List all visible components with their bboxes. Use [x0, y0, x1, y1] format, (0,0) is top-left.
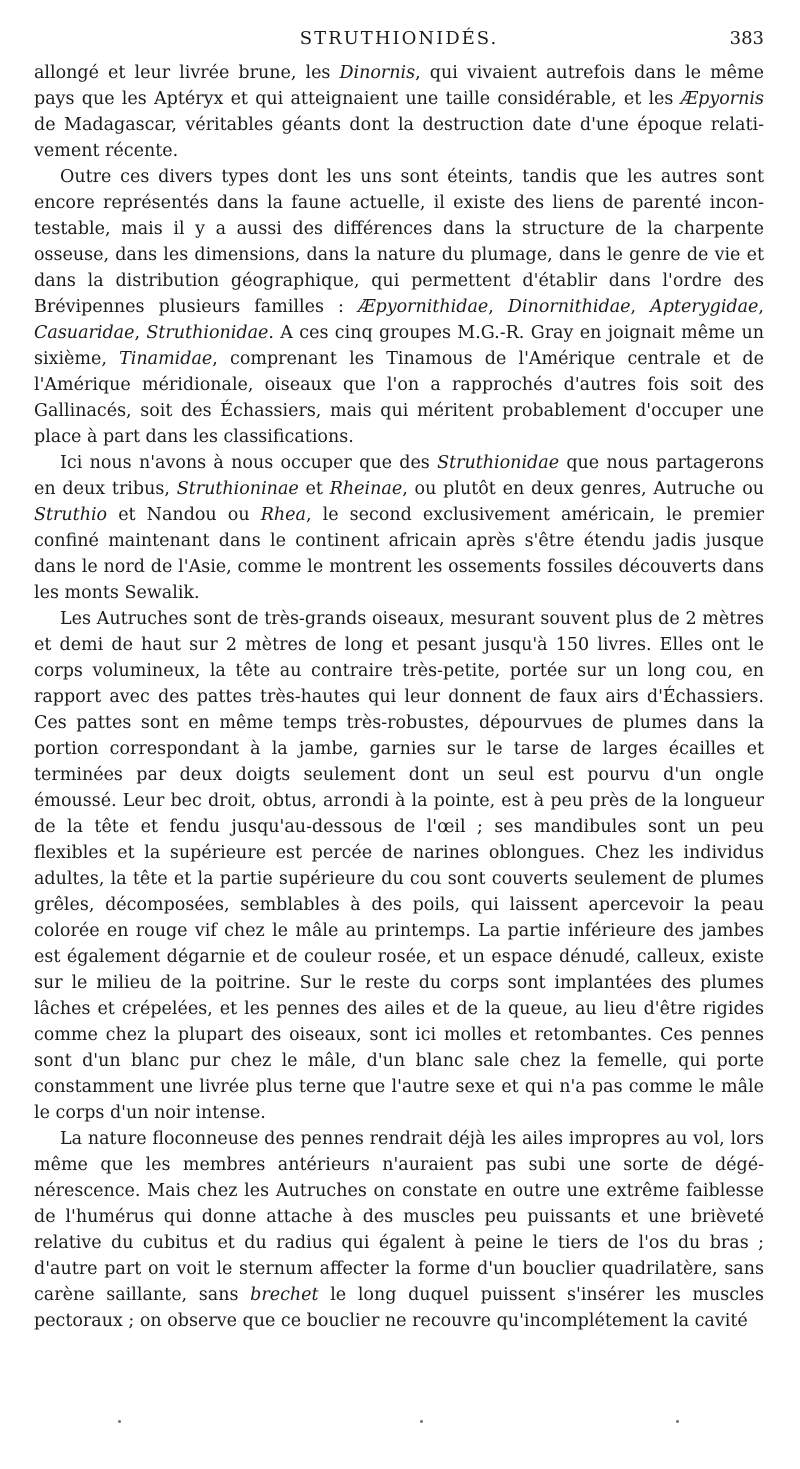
italic-term: Tinamidae — [119, 349, 213, 369]
italic-term: Rhea — [260, 505, 306, 525]
running-head — [34, 24, 764, 54]
text-run: La nature floconneuse des pennes rendrait déjà les ailes impropres au vol, lors même que les membres antérieurs n'auraient pas subi une sorte de dégénérescence. Mais chez les Autruches on constate en outre une extrême faiblesse de l'humérus qui donne attache à des muscles peu puissants et une brièveté relative du cubitus et du radius qui égalent à peine le tiers de l'os du bras ; d'autre part on voit le sternum affecter la forme d'un bouclier quadrilatère, sans carène saillante, sans — [34, 1129, 764, 1305]
text-run: , — [488, 297, 508, 317]
paragraph — [34, 606, 764, 1126]
body-text — [34, 60, 764, 1334]
print-mark — [118, 1420, 121, 1423]
italic-term: Struthionidae — [146, 323, 269, 343]
italic-term: Struthioninae — [176, 479, 299, 499]
paragraph — [34, 164, 764, 450]
italic-term: Struthio — [34, 505, 108, 525]
print-mark — [676, 1420, 679, 1423]
text-run: , — [630, 297, 651, 317]
text-run: le long duquel puissent s'insérer les muscles pectoraux ; on observe que ce bouclier ne recouvre qu'incomplétement la cavité — [34, 1285, 764, 1331]
text-run: et — [298, 479, 330, 499]
running-title: STRUTHIONIDÉS. — [299, 28, 499, 49]
text-run: Ici nous n'avons à nous occuper que des — [60, 453, 438, 473]
text-run: , — [134, 323, 147, 343]
text-run: et Nandou ou — [107, 505, 261, 525]
italic-term: Æpyornithidae — [357, 297, 489, 317]
italic-term: Rheinae — [329, 479, 403, 499]
book-page — [34, 24, 764, 1334]
text-run: , ou plutôt en deux genres, Autruche ou — [402, 479, 765, 499]
text-run: allongé et leur livrée brune, les — [34, 63, 340, 83]
paragraph — [34, 450, 764, 606]
print-mark — [420, 1420, 423, 1423]
italic-term: Dinornithidae — [507, 297, 631, 317]
page-number: 383 — [729, 28, 764, 49]
italic-term: Apterygidae — [650, 297, 759, 317]
footer-marks — [0, 1420, 800, 1440]
text-run: , qui vivaient autrefois dans le même pays que les Aptéryx et qui atteignaient une taille considérable, et les — [34, 63, 764, 109]
text-run: , comprenant les Tinamous de l'Amérique centrale et de l'Amérique méridionale, oiseaux que l'on a rapprochés d'autres fois soit des Gallinacés, soit des Échassiers, mais qui méritent probablement d'occuper une place à part dans les classifications. — [34, 349, 764, 447]
text-run: Outre ces divers types dont les uns sont éteints, tandis que les autres sont encore représentés dans la faune actuelle, il existe des liens de parenté incontestable, mais il y a aussi des différences dans la structure de la charpente osseuse, dans les dimensions, dans la nature du plumage, dans le genre de vie et dans la distribution géographique, qui permettent d'établir dans l'ordre des Brévipennes plusieurs familles : — [34, 167, 764, 317]
text-run: Les Autruches sont de très-grands oiseaux, mesurant souvent plus de 2 mètres et demi de haut sur 2 mètres de long et pesant jusqu'à 150 livres. Elles ont le corps volumineux, la tête au contraire très-petite, portée sur un long cou, en rapport avec des pattes très-hautes qui leur donnent de faux airs d'Échassiers. Ces pattes sont en même temps très-robustes, dépourvues de plumes dans la portion correspondant à la jambe, garnies sur le tarse de larges écailles et terminées par deux doigts seulement dont un seul est pourvu d'un ongle émoussé. Leur bec droit, obtus, arrondi à la pointe, est à peu près de la longueur de la tête et fendu jusqu'au-dessous de l'œil ; ses mandibules sont un peu flexibles et la supérieure est percée de narines oblongues. Chez les individus adultes, la tête et la partie supérieure du cou sont couverts seulement de plumes grêles, décomposées, semblables à des poils, qui laissent apercevoir la peau colorée en rouge vif chez le mâle au printemps. La partie inférieure des jambes est également dégarnie et de couleur rosée, et un espace dénudé, calleux, existe sur le milieu de la poitrine. Sur le reste du corps sont implantées des plumes lâches et crépelées, et les pennes des ailes et de la queue, au lieu d'être rigides comme chez la plupart des oiseaux, sont ici molles et retombantes. Ces pennes sont d'un blanc pur chez le mâle, d'un blanc sale chez la femelle, qui porte constamment une livrée plus terne que l'autre sexe et qui n'a pas comme le mâle le corps d'un noir intense. — [34, 609, 764, 1123]
italic-term: Dinornis — [339, 63, 416, 83]
paragraph — [34, 60, 764, 164]
text-run: , le second exclusivement américain, le premier confiné maintenant dans le continent africain après s'être étendu jadis jusque dans le nord de l'Asie, comme le montrent les ossements fossiles découverts dans les monts Sewalik. — [34, 505, 764, 603]
text-run: . A ces cinq groupes M.G.-R. Gray en joignait même un sixième, — [34, 323, 764, 369]
paragraph — [34, 1126, 764, 1334]
text-run: , — [758, 297, 764, 317]
italic-term: Æpyornis — [680, 89, 764, 109]
italic-term: brechet — [250, 1285, 319, 1305]
italic-term: Casuaridae — [34, 323, 135, 343]
italic-term: Struthionidae — [437, 453, 560, 473]
text-run: que nous partagerons en deux tribus, — [34, 453, 764, 499]
text-run: de Madagascar, véritables géants dont la destruction date d'une époque relativement récente. — [34, 115, 764, 161]
